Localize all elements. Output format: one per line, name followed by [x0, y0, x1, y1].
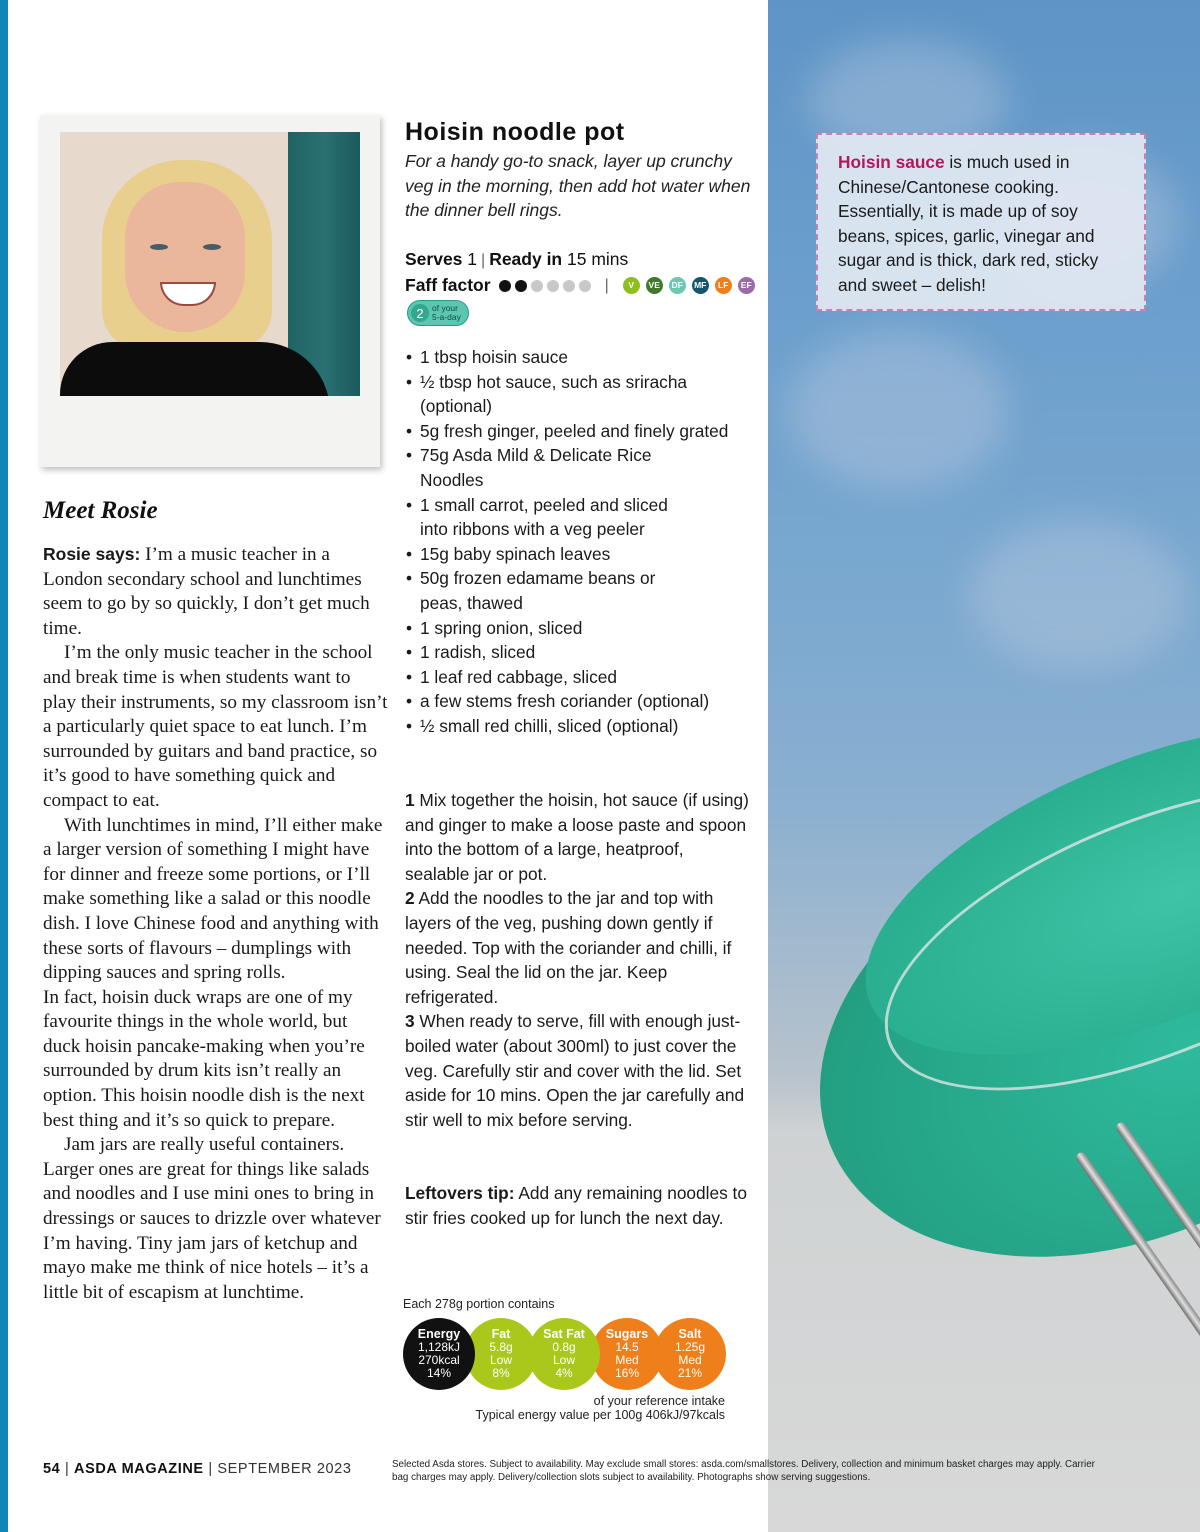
typical-energy-note: Typical energy value per 100g 406kJ/97kcals	[475, 1408, 725, 1422]
nutrition-traffic-lights	[403, 1318, 733, 1390]
method-step	[405, 1009, 750, 1132]
dairy-free-badge-icon: DF	[669, 277, 686, 294]
faff-factor-row	[405, 273, 755, 298]
ingredient-item: • 15g baby spinach leaves	[405, 542, 755, 567]
ingredient-item: • a few stems fresh coriander (optional)	[405, 689, 755, 714]
profile-story	[43, 542, 388, 1305]
nutrition-sugars: Sugars 14.5 Med 16%	[591, 1318, 663, 1390]
divider: |	[208, 1461, 213, 1477]
faff-dot-filled-icon	[515, 280, 527, 292]
tip-text: Add any remaining noodles to stir fries cooked up for lunch the next day.	[405, 1183, 747, 1228]
story-paragraph: Jam jars are really useful containers. Larger ones are great for things like salads and noodles and I use mini ones to bring in dressings or sauces to drizzle over whatever I’m having. Tiny jam jars of ketchup and mayo make me think of nice hotels – it’s a little bit of escapism at lunchtime.	[43, 1134, 381, 1303]
ingredient-item: • 75g Asda Mild & Delicate Rice Noodles	[405, 443, 755, 492]
step-number: 2	[405, 888, 415, 909]
divider: |	[481, 252, 486, 269]
page-edge-accent-bar	[0, 0, 8, 1532]
nutrition-salt: Salt 1.25g Med 21%	[654, 1318, 726, 1390]
five-a-day-line1: of your	[432, 303, 458, 313]
issue-date: SEPTEMBER 2023	[217, 1461, 352, 1477]
vegan-badge-icon: VE	[646, 277, 663, 294]
story-lead-label: Rosie says:	[43, 544, 141, 564]
story-paragraph: I’m the only music teacher in the school and break time is when students want to play their instruments, so my classroom isn’t a particularly quiet space to eat lunch. I’m surrounded by guitars and band practice, so it’s good to have something quick and compact to eat.	[43, 642, 388, 811]
legal-disclaimer: Selected Asda stores. Subject to availability. May exclude small stores: asda.com/smallstores. Delivery, collection and minimum basket charges may apply. Carrier bag charges may apply. Delivery/collection slots subject to availability. Photographs show serving suggestions.	[392, 1459, 1095, 1483]
ready-value: 15 mins	[562, 249, 629, 269]
serves-value: 1	[462, 249, 478, 269]
step-text: Mix together the hoisin, hot sauce (if using) and ginger to make a loose paste and spoon into the bottom of a large, heatproof, sealable jar or pot.	[405, 790, 749, 884]
egg-free-badge-icon: EF	[738, 277, 755, 294]
method-steps	[405, 788, 750, 1132]
ingredient-item: • 1 tbsp hoisin sauce	[405, 345, 755, 370]
low-fat-badge-icon: LF	[715, 277, 732, 294]
ingredient-item: • ½ tbsp hot sauce, such as sriracha (optional)	[405, 370, 755, 419]
nutrition-fat: Fat 5.8g Low 8%	[465, 1318, 537, 1390]
page-number: 54	[43, 1461, 61, 1477]
faff-dot-empty-icon	[531, 280, 543, 292]
nutrition-footnote	[403, 1394, 725, 1422]
info-text: is much used in Chinese/Cantonese cooking. Essentially, it is made up of soy beans, spices, garlic, vinegar and sugar and is thick, dark red, sticky and sweet – delish!	[838, 152, 1099, 295]
ingredient-item: • 50g frozen edamame beans or peas, thawed	[405, 566, 755, 615]
step-text: Add the noodles to the jar and top with layers of the veg, pushing down gently if needed. Top with the coriander and chilli, if using. Seal the lid on the jar. Keep refrigerated.	[405, 888, 732, 1007]
step-text: When ready to serve, fill with enough just-boiled water (about 300ml) to just cover the veg. Carefully stir and cover with the lid. Set aside for 10 mins. Open the jar carefully and stir well to mix before serving.	[405, 1011, 745, 1130]
step-number: 3	[405, 1011, 415, 1032]
ingredient-item: • 1 radish, sliced	[405, 640, 755, 665]
ready-label: Ready in	[489, 249, 563, 269]
ingredient-item: • ½ small red chilli, sliced (optional)	[405, 714, 755, 739]
reference-intake-note: of your reference intake	[593, 1394, 725, 1408]
profile-polaroid	[40, 115, 380, 467]
nutrition-caption: Each 278g portion contains	[403, 1297, 555, 1311]
vegetarian-badge-icon: V	[623, 277, 640, 294]
faff-dot-filled-icon	[499, 280, 511, 292]
milk-free-badge-icon: MF	[692, 277, 709, 294]
ingredients-list	[405, 345, 755, 739]
recipe-title: Hoisin noodle pot	[405, 118, 625, 146]
story-paragraph: With lunchtimes in mind, I’ll either make a larger version of something I might have for dinner and freeze some portions, or I’ll make something like a salad or this noodle dish. I love Chinese food and anything with these sorts of flavours – dumplings with dipping sauces and spring rolls.	[43, 814, 383, 984]
serves-label: Serves	[405, 249, 463, 269]
story-paragraph: I’m a music teacher in a London secondary school and lunchtimes seem to go by so quickly, I don’t get much time.	[43, 544, 370, 639]
faff-dot-empty-icon	[563, 280, 575, 292]
leftovers-tip	[405, 1181, 750, 1230]
nutrition-energy: Energy 1,128kJ 270kcal 14%	[403, 1318, 475, 1390]
story-paragraph: In fact, hoisin duck wraps are one of my favourite things in the whole world, but duck hoisin pancake-making when you’re surrounded by drum kits isn’t really an option. This hoisin noodle dish is the next best thing and it’s so quick to prepare.	[43, 986, 365, 1131]
divider: |	[64, 1461, 70, 1477]
page-folio	[43, 1461, 352, 1477]
faff-dot-empty-icon	[547, 280, 559, 292]
method-step	[405, 886, 750, 1009]
profile-title: Meet Rosie	[43, 497, 158, 524]
faff-label: Faff factor	[405, 275, 491, 295]
info-highlight: Hoisin sauce	[838, 152, 945, 172]
method-step	[405, 788, 750, 886]
tip-label: Leftovers tip:	[405, 1183, 515, 1203]
nutrition-sat-fat: Sat Fat 0.8g Low 4%	[528, 1318, 600, 1390]
step-number: 1	[405, 790, 415, 810]
divider: |	[604, 277, 609, 294]
five-a-day-line2: 5-a-day	[432, 312, 461, 322]
magazine-name: ASDA MAGAZINE	[74, 1461, 204, 1477]
five-a-day-count: 2	[411, 304, 429, 322]
serves-ready-row	[405, 247, 755, 273]
ingredient-item: • 5g fresh ginger, peeled and finely grated	[405, 419, 755, 444]
ingredient-item: • 1 small carrot, peeled and sliced into ribbons with a veg peeler	[405, 493, 755, 542]
profile-photo	[60, 132, 360, 396]
recipe-subtitle: For a handy go-to snack, layer up crunchy veg in the morning, then add hot water when the dinner bell rings.	[405, 151, 751, 221]
five-a-day-badge	[407, 300, 469, 326]
recipe-meta	[405, 247, 755, 298]
hoisin-info-box	[816, 133, 1146, 311]
faff-dot-empty-icon	[579, 280, 591, 292]
ingredient-item: • 1 spring onion, sliced	[405, 616, 755, 641]
ingredient-item: • 1 leaf red cabbage, sliced	[405, 665, 755, 690]
